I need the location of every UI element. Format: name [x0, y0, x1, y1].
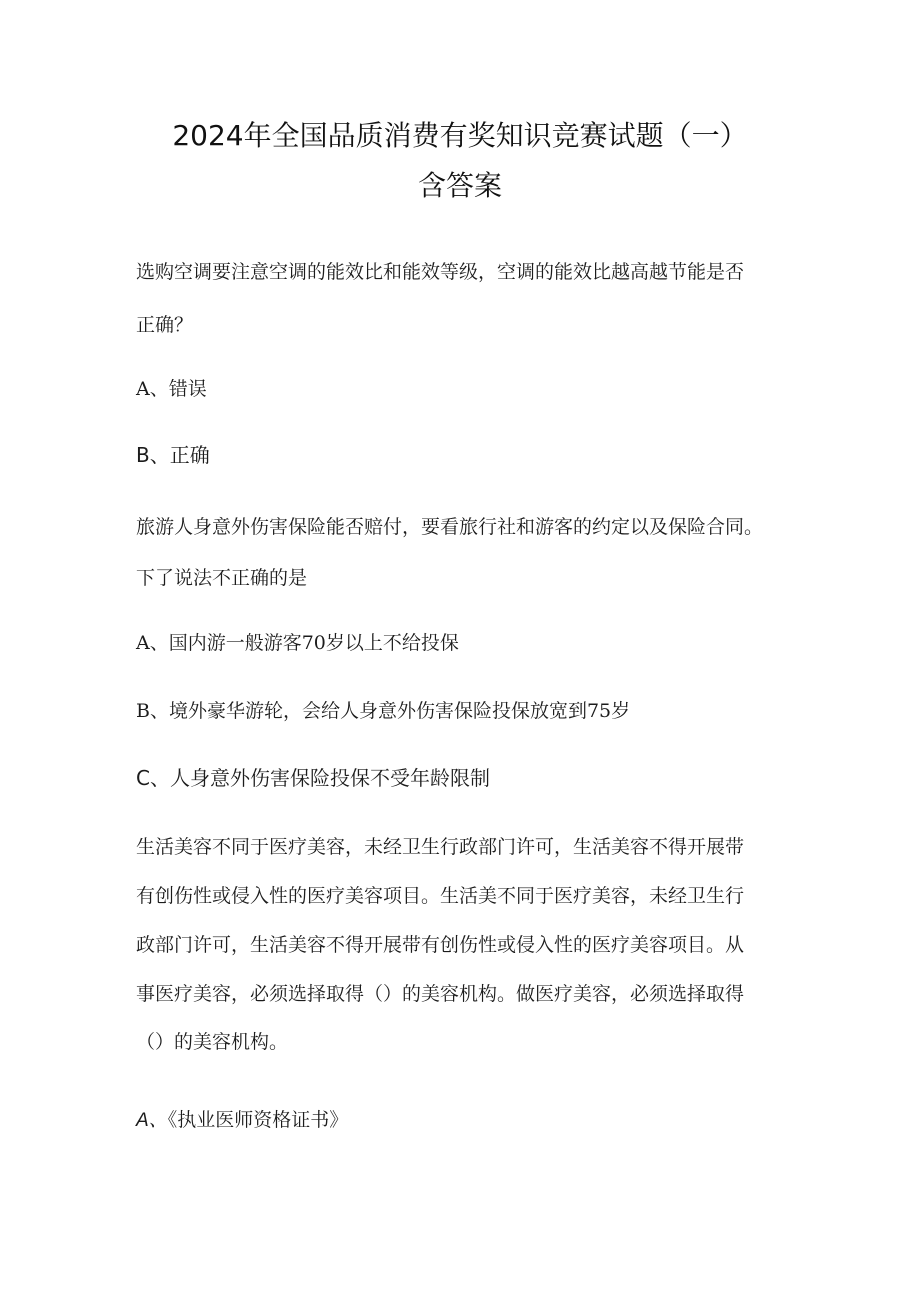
question-1-option-b: B、正确 [136, 443, 210, 467]
question-3-stem-line-4: 事医疗美容，必须选择取得（）的美容机构。做医疗美容，必须选择取得 [136, 983, 745, 1005]
question-2-option-b: B、境外豪华游轮，会给人身意外伤害保险投保放宽到75岁 [136, 700, 631, 722]
question-2-stem-line-1: 旅游人身意外伤害保险能否赔付，要看旅行社和游客的约定以及保险合同。 [136, 516, 764, 538]
question-1-option-a: A、错误 [136, 378, 207, 400]
question-3-stem-line-1: 生活美容不同于医疗美容，未经卫生行政部门许可，生活美容不得开展带 [136, 836, 745, 858]
document-title-line-2: 含答案 [417, 169, 502, 202]
question-1-stem-line-2: 正确？ [136, 314, 194, 336]
question-3-stem-line-5: （）的美容机构。 [136, 1031, 289, 1053]
document-title-line-1: 2024年全国品质消费有奖知识竞赛试题（一） [172, 119, 748, 152]
question-1-stem-line-1: 选购空调要注意空调的能效比和能效等级，空调的能效比越高越节能是否 [136, 261, 745, 283]
question-3-stem-line-2: 有创伤性或侵入性的医疗美容项目。生活美不同于医疗美容，未经卫生行 [136, 885, 745, 907]
question-3-option-a-text: 《执业医师资格证书》 [167, 1109, 349, 1131]
question-3-option-a-letter: A、 [136, 1110, 168, 1131]
question-2-option-a: A、国内游一般游客70岁以上不给投保 [136, 632, 459, 654]
question-2-option-c: C、人身意外伤害保险投保不受年龄限制 [136, 766, 490, 790]
question-2-stem-line-2: 下了说法不正确的是 [136, 567, 308, 589]
question-3-option-a [136, 1108, 796, 1133]
question-3-stem-line-3: 政部门许可，生活美容不得开展带有创伤性或侵入性的医疗美容项目。从 [136, 934, 745, 956]
